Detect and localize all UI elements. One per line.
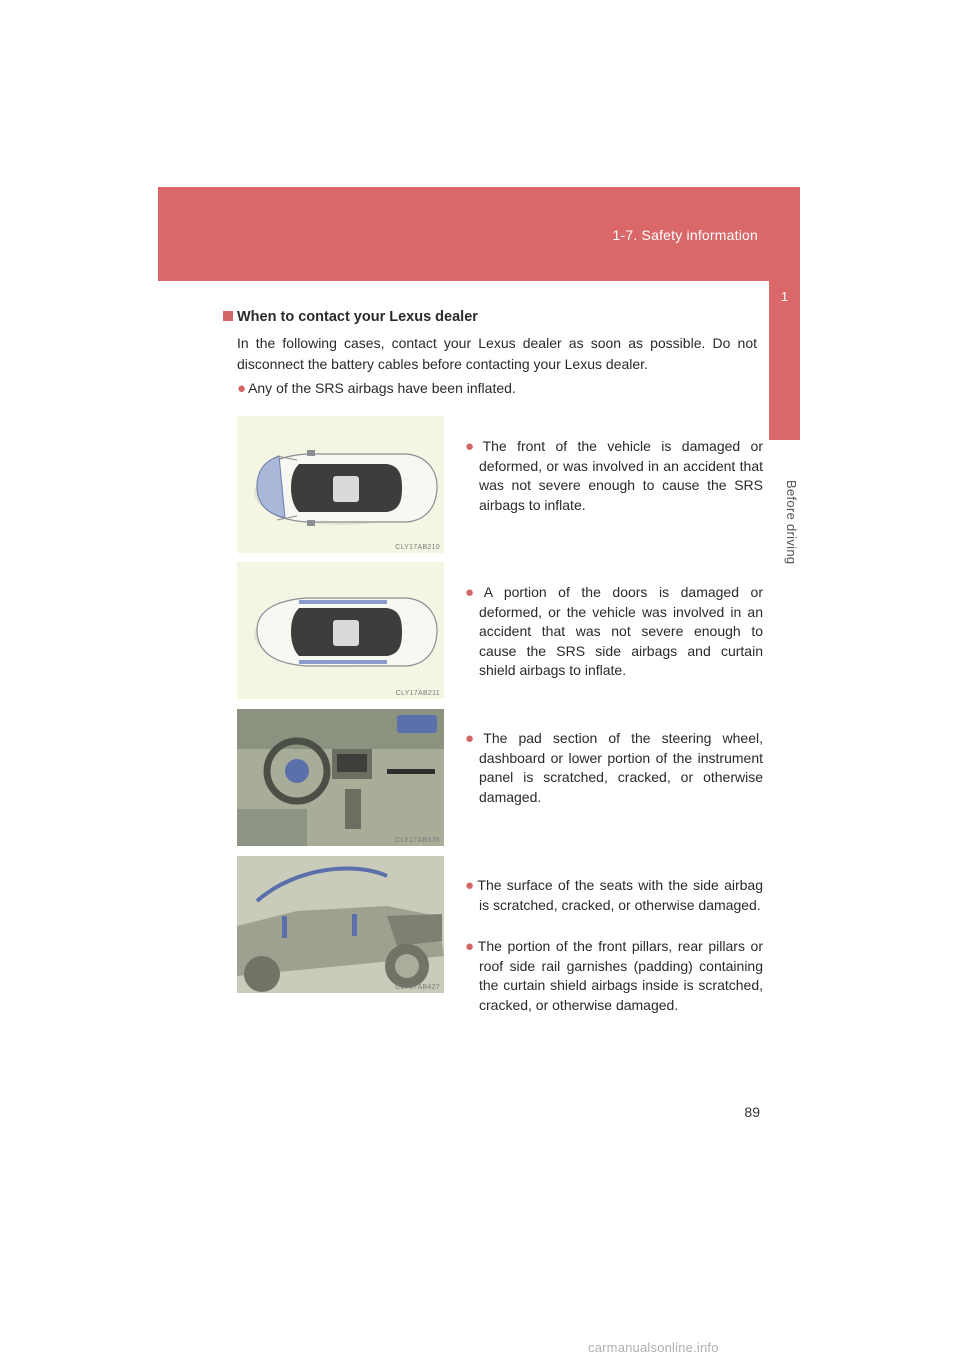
heading-text: When to contact your Lexus dealer xyxy=(237,309,478,325)
figure-code: CLY17AB427 xyxy=(395,984,440,991)
dashboard-illustration xyxy=(237,709,444,846)
convertible-illustration xyxy=(237,856,444,993)
item-text: The pad section of the steering wheel, dashboard or lower portion of the instrument panel is scratched, cracked, or otherwise damaged. xyxy=(479,730,764,805)
list-item xyxy=(465,583,763,681)
bullet-dot-icon: ● xyxy=(465,730,482,747)
header-band xyxy=(158,187,800,281)
square-bullet-icon xyxy=(223,311,233,321)
figure-car-top-sides xyxy=(237,562,444,699)
figure-code: CLY17AB211 xyxy=(395,690,440,697)
figure-dashboard xyxy=(237,709,444,846)
figure-code: CLY17AB376 xyxy=(395,837,440,844)
list-item xyxy=(465,437,763,515)
section-title: 1-7. Safety information xyxy=(612,227,758,243)
item-text: The portion of the front pillars, rear pillars or roof side rail garnishes (padding) containing the curtain shield airbags inside is scratched, cracked, or otherwise damaged. xyxy=(477,938,763,1013)
item-text: The front of the vehicle is damaged or deformed, or was involved in an accident that was not severe enough to cause the SRS airbags to inflate. xyxy=(479,438,763,513)
page-number: 89 xyxy=(744,1104,760,1120)
bullet-dot-icon: ● xyxy=(465,938,476,955)
car-top-sides-illustration xyxy=(237,562,444,699)
bullet-dot-icon: ● xyxy=(465,877,476,894)
figure-car-top-front xyxy=(237,416,444,553)
bullet-dot-icon: ● xyxy=(465,584,482,601)
chapter-tab xyxy=(769,281,800,440)
item-text: A portion of the doors is damaged or deformed, or the vehicle was involved in an accident that was not severe enough to cause the SRS side airbags and curtain shield airbags to inflate. xyxy=(479,584,763,678)
bullet-item xyxy=(237,378,516,399)
car-top-front-illustration xyxy=(237,416,444,553)
watermark: carmanualsonline.info xyxy=(588,1340,719,1355)
bullet-dot-icon: ● xyxy=(237,380,247,397)
chapter-label: Before driving xyxy=(784,480,799,565)
item-text: The surface of the seats with the side airbag is scratched, cracked, or otherwise damaged. xyxy=(477,877,763,913)
section-heading xyxy=(223,309,478,325)
bullet-dot-icon: ● xyxy=(465,438,481,455)
intro-paragraph: In the following cases, contact your Lexus dealer as soon as possible. Do not disconnect the battery cables before contacting your Lexus dealer. xyxy=(237,335,757,372)
bullet-text: Any of the SRS airbags have been inflated. xyxy=(248,380,516,396)
list-item xyxy=(465,729,763,807)
list-item xyxy=(465,876,763,915)
list-item xyxy=(465,937,763,1015)
figure-convertible xyxy=(237,856,444,993)
figure-code: CLY17AB210 xyxy=(395,544,440,551)
chapter-number: 1 xyxy=(780,289,789,304)
